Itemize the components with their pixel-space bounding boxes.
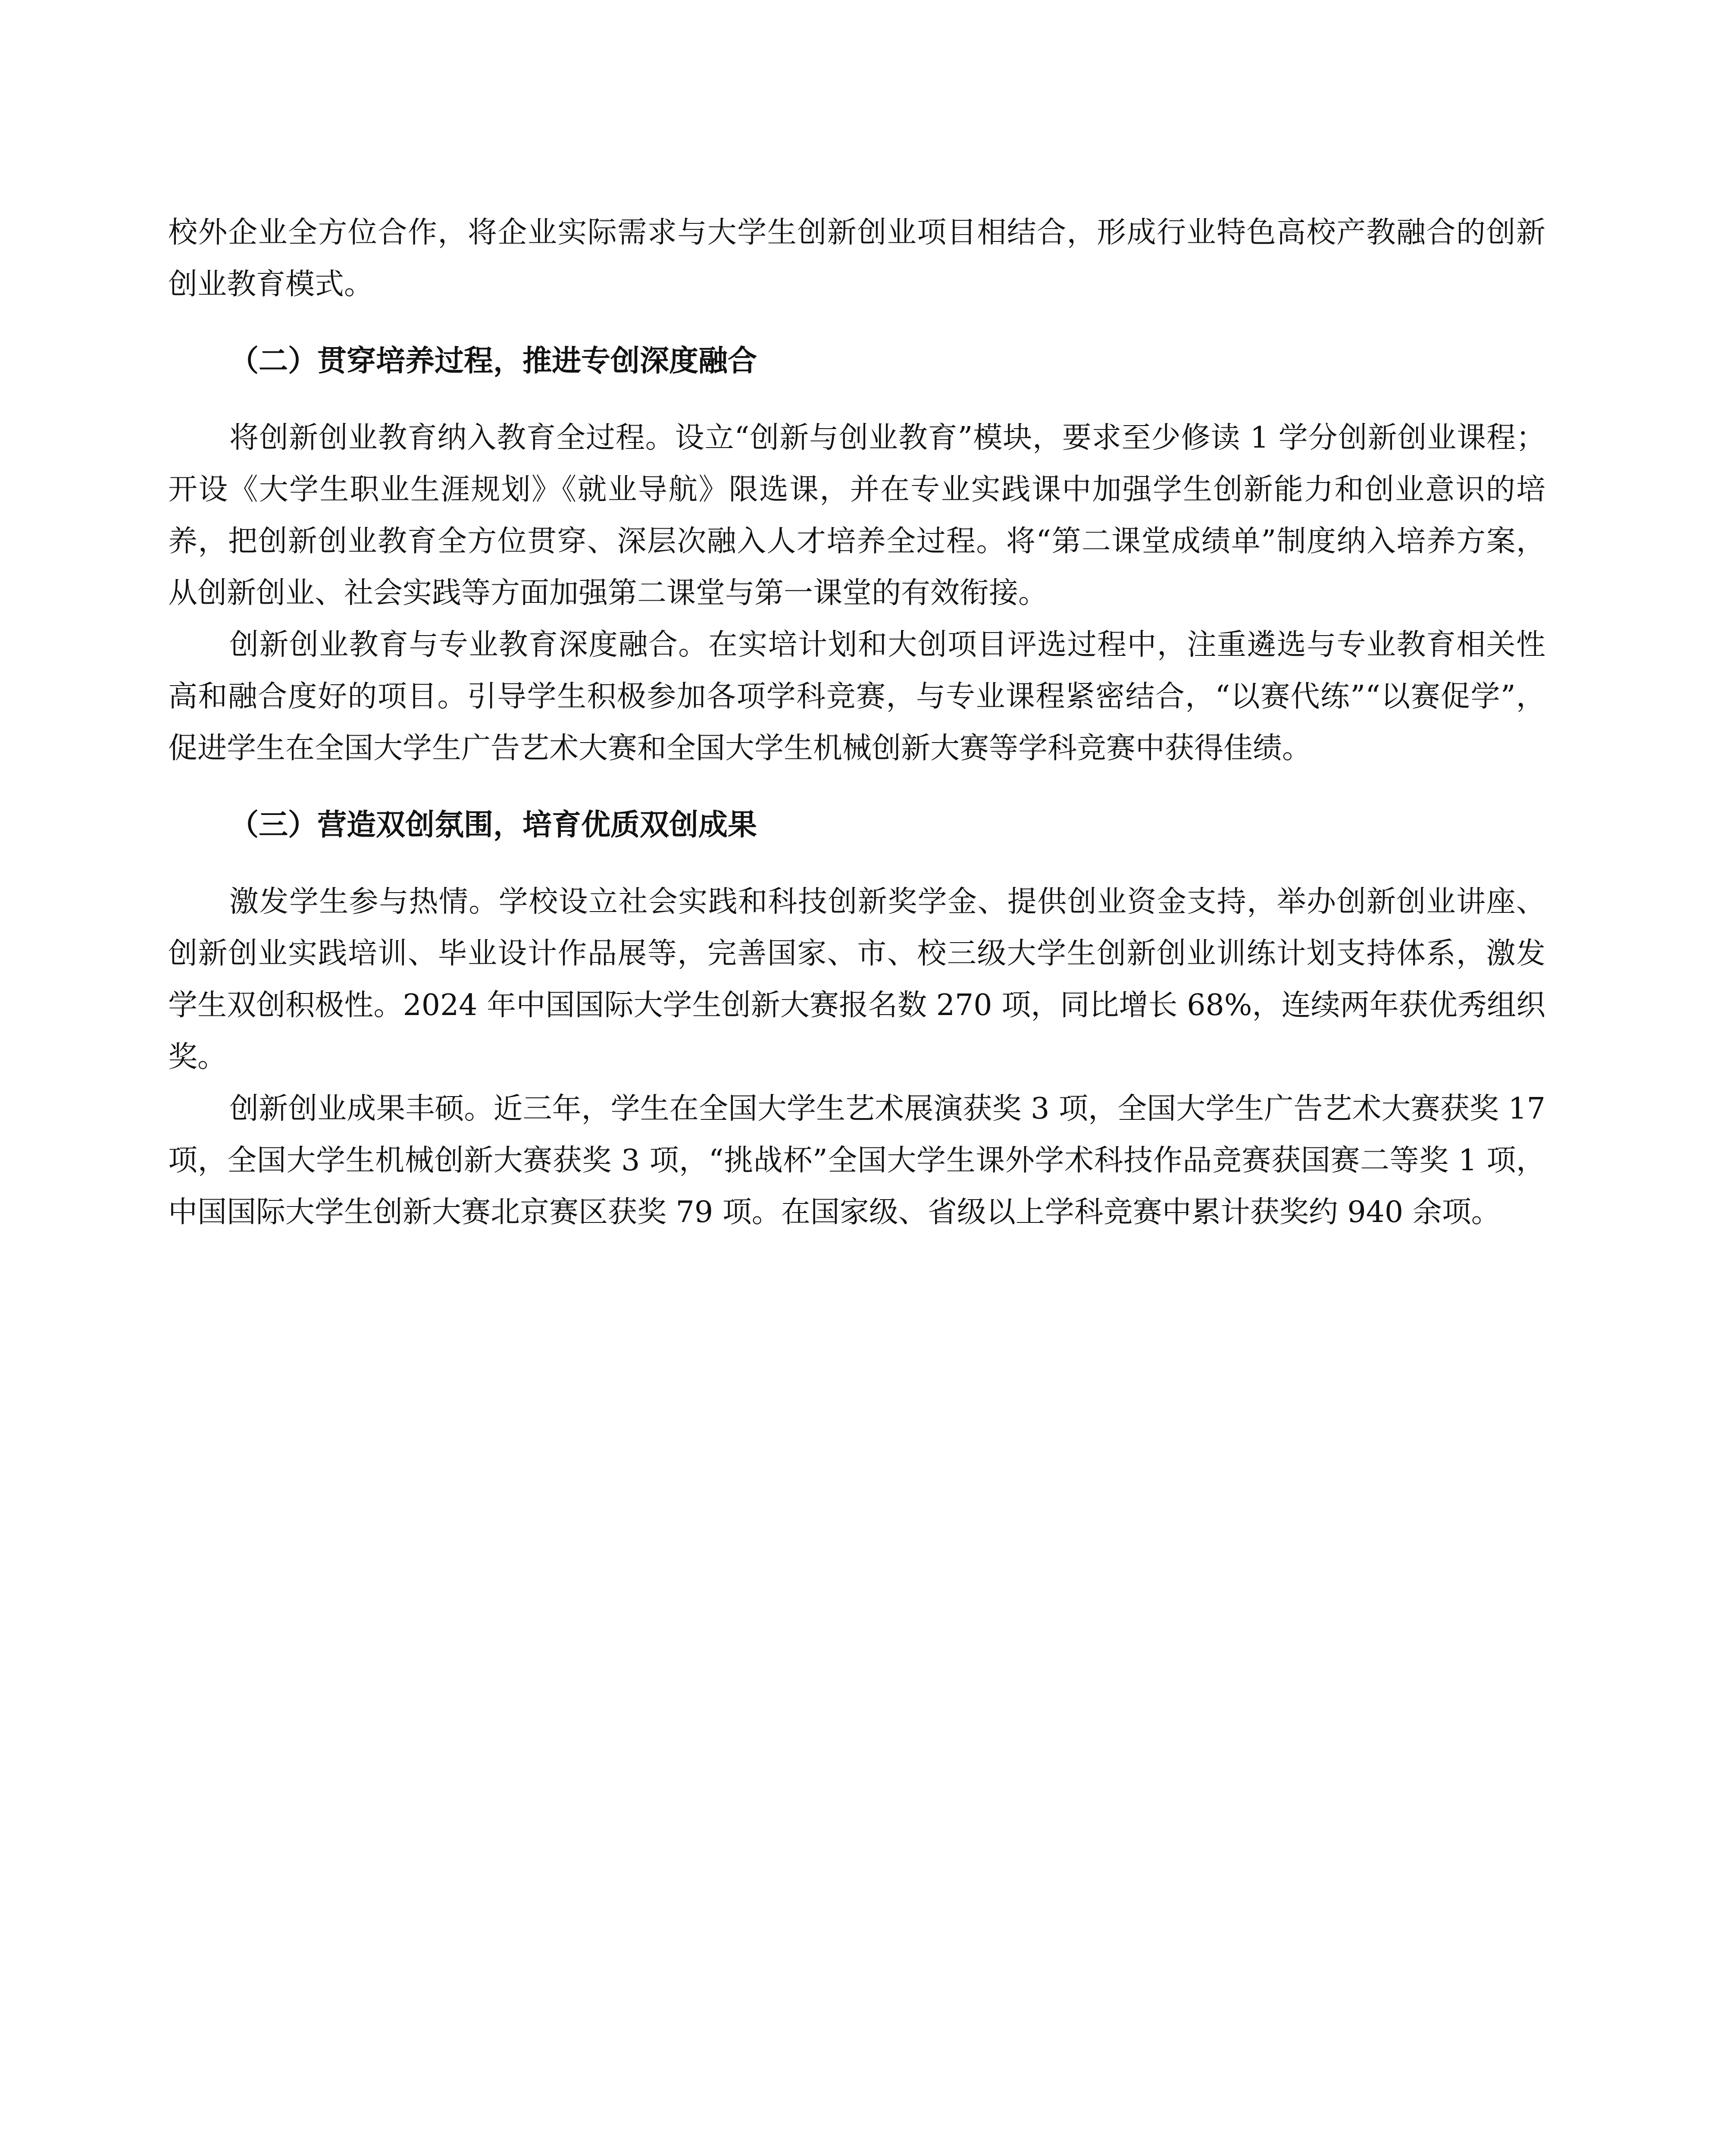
spacer — [168, 851, 1545, 876]
section-3-paragraph-1: 激发学生参与热情。学校设立社会实践和科技创新奖学金、提供创业资金支持，举办创新创业讲座、创新创业实践培训、毕业设计作品展等，完善国家、市、校三级大学生创新创业训练计划支持体系，激发学生双创积极性。2024 年中国国际大学生创新大赛报名数 270 项，同比增长 68%，连续两年获优秀组织奖。 — [168, 885, 1545, 1074]
spacer — [168, 774, 1545, 799]
spacer — [168, 310, 1545, 335]
section-2-paragraph-2: 创新创业教育与专业教育深度融合。在实培计划和大创项目评选过程中，注重遴选与专业教育相关性高和融合度好的项目。引导学生积极参加各项学科竞赛，与专业课程紧密结合，“以赛代练”“以赛促学”，促进学生在全国大学生广告艺术大赛和全国大学生机械创新大赛等学科竞赛中获得佳绩。 — [168, 628, 1545, 765]
continued-paragraph: 校外企业全方位合作，将企业实际需求与大学生创新创业项目相结合，形成行业特色高校产教融合的创新创业教育模式。 — [168, 216, 1545, 301]
section-3-paragraph-2: 创新创业成果丰硕。近三年，学生在全国大学生艺术展演获奖 3 项，全国大学生广告艺术大赛获奖 17 项，全国大学生机械创新大赛获奖 3 项，“挑战杯”全国大学生课外学术科技作品竞赛获国赛二等奖 1 项，中国国际大学生创新大赛北京赛区获奖 79 项。在国家级、省级以上学科竞赛中累计获奖约 940 余项。 — [168, 1092, 1545, 1229]
document-body — [168, 207, 1545, 1238]
section-heading-3: （三）营造双创氛围，培育优质双创成果 — [229, 808, 757, 842]
spacer — [168, 387, 1545, 412]
section-2-paragraph-1: 将创新创业教育纳入教育全过程。设立“创新与创业教育”模块，要求至少修读 1 学分创新创业课程；开设《大学生职业生涯规划》《就业导航》限选课，并在专业实践课中加强学生创新能力和创业意识的培养，把创新创业教育全方位贯穿、深层次融入人才培养全过程。将“第二课堂成绩单”制度纳入培养方案，从创新创业、社会实践等方面加强第二课堂与第一课堂的有效衔接。 — [168, 421, 1545, 610]
section-heading-2: （二）贯穿培养过程，推进专创深度融合 — [229, 344, 757, 378]
